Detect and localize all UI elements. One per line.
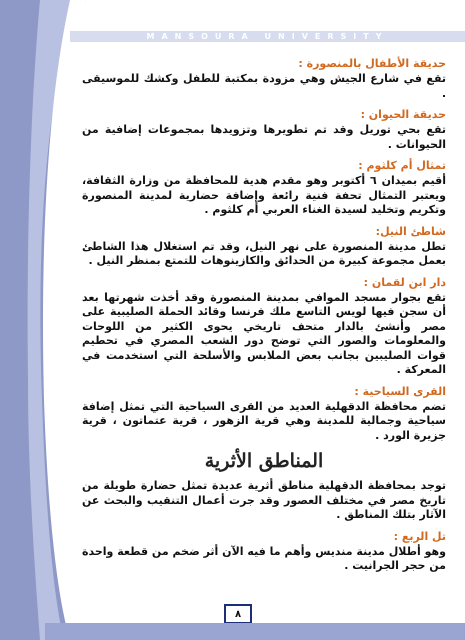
- section-text: وهو أطلال مدينة منديس وأهم ما فيه الآن أثر ضخم من قطعة واحدة من حجر الجرانيت .: [82, 544, 446, 572]
- section-text: تقع بحي توريل وقد تم تطويرها وتزويدها بمجموعات إضافية من الحيوانات .: [82, 123, 446, 151]
- header-university-name: MANSOURA UNIVERSITY: [146, 32, 389, 41]
- section-ibn-luqman-house: [82, 275, 446, 378]
- section-text: تقع بجوار مسجد الموافي بمدينة المنصورة وقد أخذت شهرتها بعد أن سجن فيها لويس التاسع ملك فرنسا وقائد الحملة الصليبية على مصر وأنشئ بالدار متحف تاريخي يحوى الكثير من اللوحات والمعلومات والصور التي توضح دور الشعب المصري في تحطيم قوات الصليبين بجانب بعض الملابس والأسلحة التي استخدمت في المعركة .: [82, 290, 446, 376]
- section-heading: حديقة الأطفال بالمنصورة :: [298, 57, 446, 70]
- section-heading: تمثال أم كلثوم :: [358, 159, 446, 172]
- page-header-band: [70, 31, 465, 42]
- footer-band: [45, 623, 465, 640]
- section-tourist-villages: [82, 384, 446, 444]
- section-text: تضم محافظة الدقهلية العديد من القرى السياحية التي تمثل إضافة سياحية وجمالية للمدينة وهي قرية الزهور ، قرية عتماتون ، قرية جزيرة الورد .: [82, 399, 446, 442]
- section-nile-shore: [82, 224, 446, 269]
- main-title: المناطق الأثرية: [204, 450, 324, 472]
- section-heading: شاطئ النيل:: [375, 224, 446, 238]
- section-heading: حديقة الحيوان :: [360, 108, 446, 121]
- page-number-text: ٨: [234, 608, 242, 620]
- section-text: تطل مدينة المنصورة على نهر النيل، وقد تم استغلال هذا الشاطئ بعمل مجموعة كبيرة من الحدائق والكازينوهات للتمتع بمنظر النيل .: [82, 239, 446, 267]
- section-children-garden: [82, 56, 446, 101]
- section-tell-el-ruba: [82, 529, 446, 574]
- page-number: [224, 604, 252, 624]
- section-text: تقع في شارع الجيش وهي مزودة بمكتبة للطفل وكشك للموسيقى .: [82, 72, 446, 100]
- page-content: [82, 52, 446, 602]
- section-text: أقيم بميدان ٦ أكتوبر وهو مقدم هدية للمحافظة من وزارة الثقافة، ويعتبر التمثال تحفة فنية رائعة وإضافة حضارية لمدينة المنصورة وتكريم وتخليد لسيدة الغناء العربي أم كلثوم .: [82, 174, 446, 216]
- section-heading: القرى السياحية :: [354, 384, 446, 398]
- intro-text: توجد بمحافظة الدقهلية مناطق أثرية عديدة تمثل حضارة طويلة من تاريخ مصر في مختلف العصور وقد جرت أعمال التنقيب والبحث عن الآثار بتلك المناطق .: [82, 479, 446, 521]
- section-zoo: [82, 107, 446, 152]
- section-heading: تل الربع :: [393, 529, 446, 543]
- section-heading: دار ابن لقمان :: [363, 275, 446, 289]
- section-umm-kulthum-statue: [82, 158, 446, 218]
